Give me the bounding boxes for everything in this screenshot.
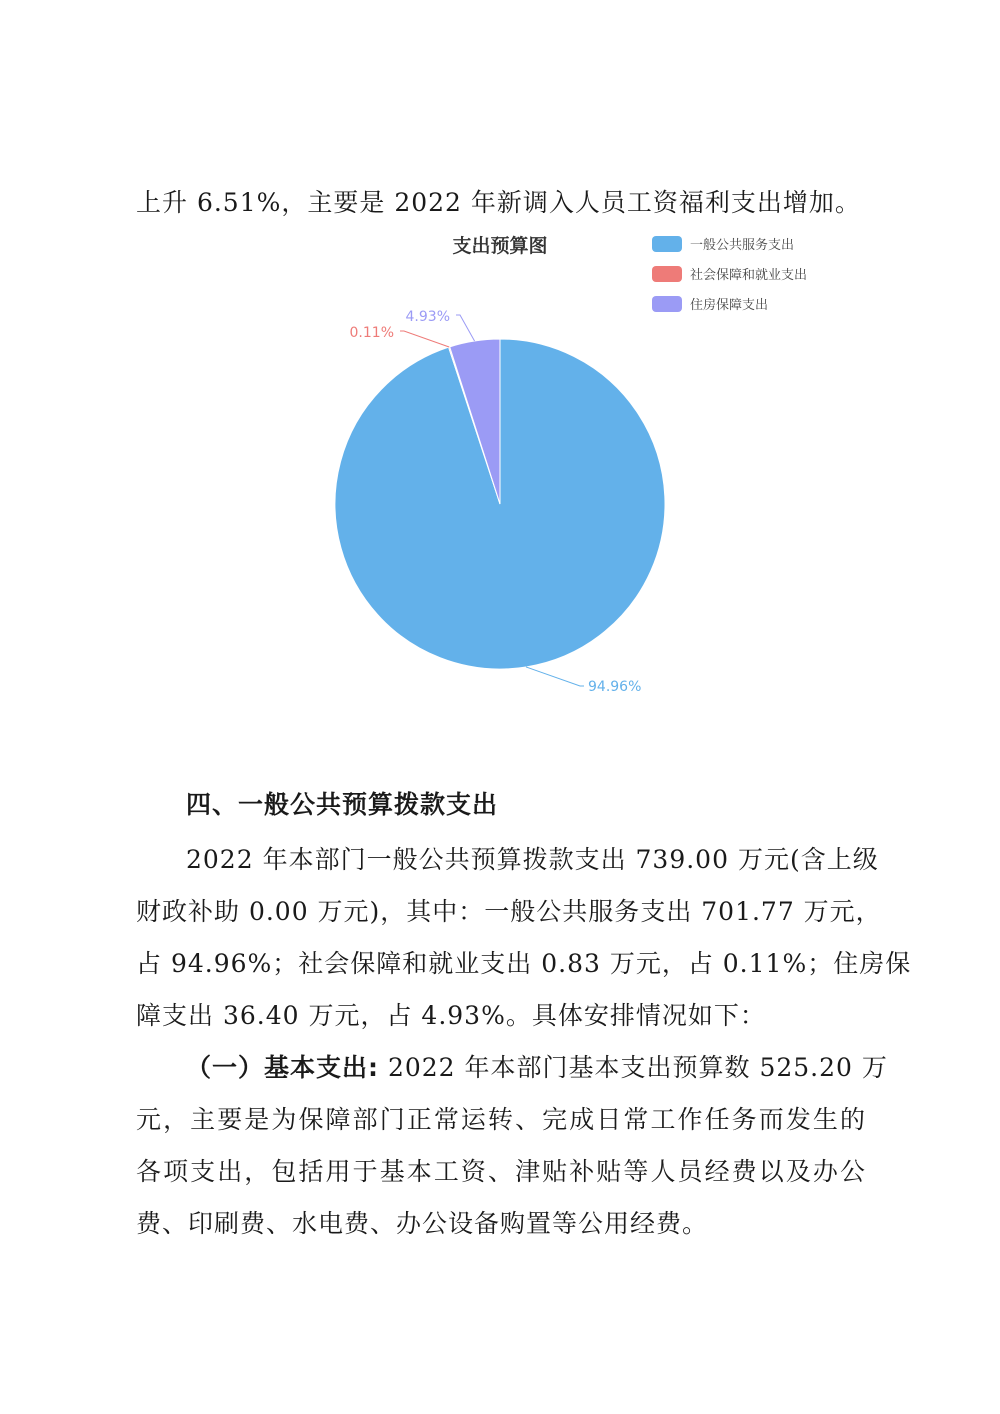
legend-label: 住房保障支出 <box>690 298 769 313</box>
paragraph-line: 2022 年本部门一般公共预算拨款支出 739.00 万元(含上级 <box>186 845 879 874</box>
section-heading: 四、一般公共预算拨款支出 <box>186 790 499 819</box>
legend-label: 一般公共服务支出 <box>690 238 795 253</box>
legend-label: 社会保障和就业支出 <box>690 268 808 283</box>
legend-swatch <box>652 236 682 252</box>
chart-title: 支出预算图 <box>452 235 548 257</box>
legend-swatch <box>652 266 682 282</box>
paragraph-line: 元，主要是为保障部门正常运转、完成日常工作任务而发生的 <box>136 1105 866 1134</box>
expenditure-pie-chart <box>300 225 860 705</box>
label-leader-line <box>400 331 449 347</box>
paragraph-line <box>186 1048 888 1088</box>
chart-legend <box>652 236 807 313</box>
paragraph-line: 财政补助 0.00 万元)，其中：一般公共服务支出 701.77 万元， <box>136 897 882 926</box>
label-leader-line <box>456 315 475 341</box>
slice-percent-label: 94.96% <box>588 679 642 695</box>
intro-line: 上升 6.51%，主要是 2022 年新调入人员工资福利支出增加。 <box>136 188 861 217</box>
paragraph-line: 占 94.96%；社会保障和就业支出 0.83 万元，占 0.11%；住房保 <box>136 949 912 978</box>
paragraph-line: 障支出 36.40 万元，占 4.93%。具体安排情况如下： <box>136 1001 766 1030</box>
paragraph-text: 2022 年本部门基本支出预算数 525.20 万 <box>379 1053 888 1082</box>
paragraph-line: 费、印刷费、水电费、办公设备购置等公用经费。 <box>136 1209 709 1238</box>
label-leader-line <box>526 667 584 686</box>
basic-expenditure-label: （一）基本支出: <box>186 1053 379 1082</box>
paragraph-line: 各项支出，包括用于基本工资、津贴补贴等人员经费以及办公 <box>136 1157 866 1186</box>
legend-swatch <box>652 296 682 312</box>
slice-percent-label: 0.11% <box>349 325 394 341</box>
slice-percent-label: 4.93% <box>405 309 450 325</box>
